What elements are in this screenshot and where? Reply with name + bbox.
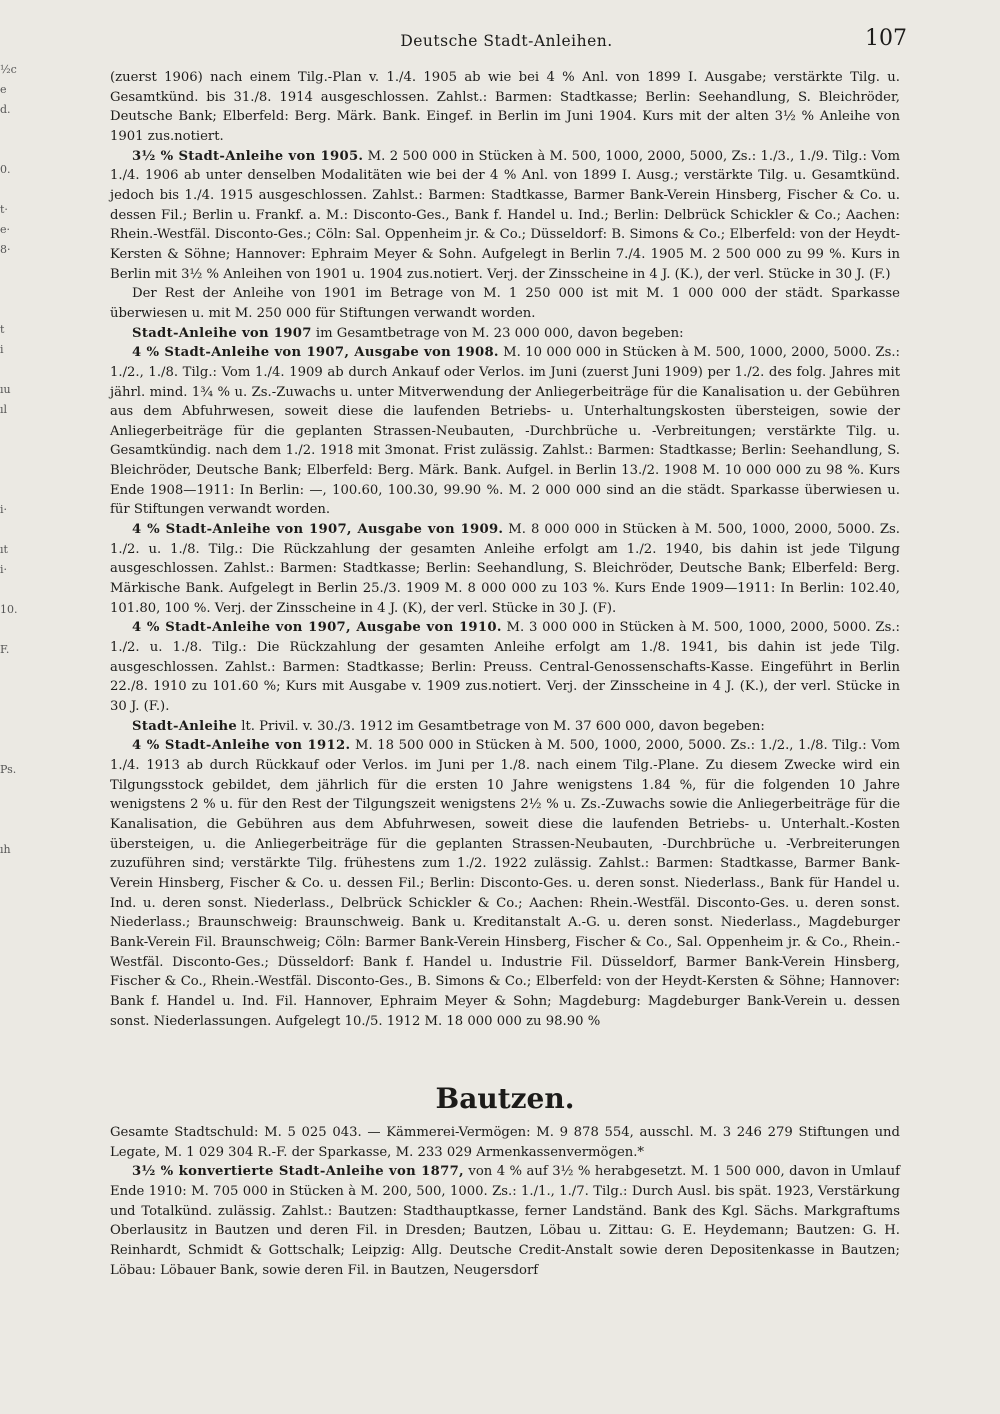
- paragraph: [110, 324, 900, 344]
- paragraph: [110, 343, 900, 520]
- paragraph-text: Gesamte Stadtschuld: M. 5 025 043. — Kämmerei-Vermögen: M. 9 878 554, ausschl. M. 3 246 279 Stiftungen und Legate, M. 1 029 304 R.-F. der Sparkasse, M. 233 029 Armenkassenvermögen.*: [110, 1125, 900, 1160]
- margin-fragment: ıt: [0, 543, 8, 556]
- paragraph: [110, 1123, 900, 1162]
- margin-fragment: [0, 660, 26, 680]
- margin-fragment: [0, 780, 26, 800]
- entry-heading: 4 % Stadt-Anleihe von 1907, Ausgabe von 1908.: [132, 345, 499, 361]
- margin-fragment: i·: [0, 503, 8, 516]
- margin-fragment: [0, 460, 26, 480]
- paragraph: [110, 147, 900, 285]
- margin-fragment: [0, 620, 26, 640]
- paragraph: [110, 717, 900, 737]
- paragraph-text: M. 8 000 000 in Stücken à M. 500, 1000, 2000, 5000. Zs. 1./2. u. 1./8. Tilg.: Die Rückzahlung der gesamten Anleihe erfolgt am 1./2. 1940, bis dahin ist jede Tilgung ausgeschlossen. Zahlst.: Barmen: Stadtkasse; Berlin: Seehandlung, S. Bleichröder, Deutsche Bank; Elberfeld: Berg. Märkische Bank. Aufgelegt in Berlin 25./3. 1909 M. 8 000 000 zu 103 %. Kurs Ende 1909—1911: In Berlin: 102.40, 101.80, 100 %. Verj. der Zinsscheine in 4 J. (K), der verl. Stücke in 30 J. (F).: [110, 522, 901, 616]
- margin-fragment: [0, 440, 26, 460]
- adjacent-page-margin: [0, 60, 26, 1414]
- margin-fragment: 8·: [0, 243, 11, 256]
- margin-fragment: [0, 300, 26, 320]
- margin-fragment: t: [0, 323, 5, 336]
- margin-fragment: i·: [0, 563, 8, 576]
- margin-fragment: Ps.: [0, 763, 17, 776]
- paragraph-text: Der Rest der Anleihe von 1901 im Betrage von M. 1 250 000 ist mit M. 1 000 000 der städt. Sparkasse überwiesen u. mit M. 250 000 für Stiftungen verwandt worden.: [110, 286, 900, 321]
- margin-fragment: d.: [0, 103, 11, 116]
- paragraph: [110, 520, 900, 618]
- margin-fragment: [0, 180, 26, 200]
- margin-fragment: [0, 260, 26, 280]
- margin-fragment: i: [0, 343, 4, 356]
- margin-fragment: [0, 740, 26, 760]
- entry-heading: 3½ % konvertierte Stadt-Anleihe von 1877,: [132, 1164, 464, 1180]
- margin-fragment: ½c: [0, 63, 17, 76]
- margin-fragment: [0, 480, 26, 500]
- running-title: Deutsche Stadt-Anleihen.: [400, 32, 613, 50]
- page-number: 107: [865, 26, 907, 51]
- paragraph-text: lt. Privil. v. 30./3. 1912 im Gesamtbetrage von M. 37 600 000, davon begeben:: [237, 718, 765, 734]
- margin-fragment: F.: [0, 643, 10, 656]
- paragraph-list: [110, 68, 900, 1031]
- margin-fragment: t·: [0, 203, 8, 216]
- margin-fragment: [0, 520, 26, 540]
- margin-fragment: [0, 360, 26, 380]
- entry-heading: Stadt-Anleihe von 1907: [132, 325, 312, 341]
- paragraph-text: von 4 % auf 3½ % herabgesetzt. M. 1 500 000, davon in Umlauf Ende 1910: M. 705 000 in Stücken à M. 200, 500, 1000. Zs.: 1./1., 1./7. Tilg.: Durch Ausl. bis spät. 1923, Verstärkung und Totalkünd. zulässig. Zahlst.: Bautzen: Stadthauptkasse, ferner Landständ. Bank des Kgl. Sächs. Markgraftums Oberlausitz in Bautzen und deren Fil. in Dresden; Bautzen, Löbau u. Zittau: G. E. Heydemann; Bautzen: G. H. Reinhardt, Schmidt & Gottschalk; Leipzig: Allg. Deutsche Credit-Anstalt sowie deren Depositenkasse in Bautzen; Löbau: Löbauer Bank, sowie deren Fil. in Bautzen, Neugersdorf: [110, 1164, 901, 1278]
- document-body: [110, 68, 900, 1280]
- margin-fragment: e: [0, 83, 7, 96]
- margin-fragment: [0, 860, 26, 880]
- margin-fragment: [0, 800, 26, 820]
- entry-heading: 3½ % Stadt-Anleihe von 1905.: [132, 148, 364, 164]
- entry-heading: 4 % Stadt-Anleihe von 1907, Ausgabe von 1909.: [132, 522, 504, 538]
- section-paragraph-list: [110, 1123, 900, 1280]
- margin-fragment: ıh: [0, 843, 11, 856]
- margin-fragment: [0, 280, 26, 300]
- paragraph-text: M. 10 000 000 in Stücken à M. 500, 1000, 2000, 5000. Zs.: 1./2., 1./8. Tilg.: Vom 1./4. 1909 ab durch Ankauf oder Verlos. im Juni (zuerst Juni 1909) per 1./2. des folg. Jahres mit jährl. mind. 1¾ % u. Zs.-Zuwachs u. unter Mitverwendung der Anliegerbeiträge für die Kanalisation u. der Gebühren aus dem Abfuhrwesen, soweit diese die laufenden Betriebs- u. Unterhaltungskosten übersteigen, sowie der Anliegerbeiträge für die geplanten Strassen-Neubauten, -Durchbrüche u. -Verbreitungen; verstärkte Tilg. u. Gesamtkündig. nach dem 1./2. 1918 mit 3monat. Frist zulässig. Zahlst.: Barmen: Stadtkasse; Berlin: Seehandlung, S. Bleichröder, Deutsche Bank; Elberfeld: Berg. Märk. Bank. Aufgel. in Berlin 13./2. 1908 M. 10 000 000 zu 98 %. Kurs Ende 1908—1911: In Berlin: —, 100.60, 100.30, 99.90 %. M. 2 000 000 sind an die städt. Sparkasse überwiesen u. für Stiftungen verwandt worden.: [110, 345, 900, 518]
- section-heading: Bautzen.: [435, 1082, 575, 1116]
- margin-fragment: [0, 420, 26, 440]
- margin-fragment: [0, 580, 26, 600]
- margin-fragment: [0, 720, 26, 740]
- paragraph-text: M. 3 000 000 in Stücken à M. 500, 1000, 2000, 5000. Zs.: 1./2. u. 1./8. Tilg.: Die Rückzahlung der gesamten Anleihe erfolgt am 1./8. 1941, bis dahin ist jede Tilg. ausgeschlossen. Zahlst.: Barmen: Stadtkasse; Berlin: Preuss. Central-Genossenschafts-Kasse. Eingeführt in Berlin 22./8. 1910 zu 101.60 %; Kurs mit Ausgabe v. 1909 zus.notiert. Verj. der Zinsscheine in 4 J. (K.), der verl. Stücke in 30 J. (F.).: [110, 620, 900, 714]
- margin-fragment: [0, 820, 26, 840]
- margin-fragment: ıu: [0, 383, 11, 396]
- paragraph: [110, 68, 900, 147]
- margin-fragment: [0, 880, 26, 900]
- paragraph-text: M. 18 500 000 in Stücken à M. 500, 1000, 2000, 5000. Zs.: 1./2., 1./8. Tilg.: Vom 1./4. 1913 ab durch Rückkauf oder Verlos. im Juni per 1./8. nach einem Tilg.-Plane. Zu diesem Zwecke wird ein Tilgungsstock gebildet, dem jährlich für die ersten 10 Jahre wenigstens 1.84 %, für die folgenden 10 Jahre wenigstens 2 % u. für den Rest der Tilgungszeit wenigstens 2½ % u. Zs.-Zuwachs sowie die Anliegerbeiträge für die Kanalisation, die Gebühren aus dem Abfuhrwesen, soweit diese die laufenden Betriebs- u. Unterhalt.-Kosten übersteigen, u. die Anliegerbeiträge für die geplanten Strassen-Neubauten, -Durchbrüche u. -Verbreiterungen zuzuführen sind; verstärkte Tilg. frühestens zum 1./2. 1922 zulässig. Zahlst.: Barmen: Stadtkasse, Barmer Bank-Verein Hinsberg, Fischer & Co. u. dessen Fil.; Berlin: Disconto-Ges. u. deren sonst. Niederlass., Bank für Handel u. Ind. u. deren sonst. Niederlass., Delbrück Schickler & Co.; Aachen: Rhein.-Westfäl. Disconto-Ges. u. deren sonst. Niederlass.; Braunschweig: Braunschweig. Bank u. Kreditanstalt A.-G. u. deren sonst. Niederlass., Magdeburger Bank-Verein Fil. Braunschweig; Cöln: Barmer Bank-Verein Hinsberg, Fischer & Co., Sal. Oppenheim jr. & Co., Rhein.-Westfäl. Disconto-Ges.; Düsseldorf: Bank f. Handel u. Industrie Fil. Düsseldorf, Barmer Bank-Verein Hinsberg, Fischer & Co., Rhein.-Westfäl. Disconto-Ges., B. Simons & Co.; Elberfeld: von der Heydt-Kersten & Söhne; Hannover: Bank f. Handel u. Ind. Fil. Hannover, Ephraim Meyer & Sohn; Magdeburg: Magdeburger Bank-Verein u. dessen sonst. Niederlassungen. Aufgelegt 10./5. 1912 M. 18 000 000 zu 98.90 %: [110, 738, 901, 1029]
- running-head: [108, 26, 905, 56]
- margin-fragment: e·: [0, 223, 11, 236]
- entry-heading: 4 % Stadt-Anleihe von 1907, Ausgabe von 1910.: [132, 620, 502, 636]
- margin-fragment: ıl: [0, 403, 8, 416]
- paragraph: [110, 1162, 900, 1280]
- margin-fragment: [0, 120, 26, 140]
- entry-heading: 4 % Stadt-Anleihe von 1912.: [132, 738, 351, 754]
- paragraph-text: (zuerst 1906) nach einem Tilg.-Plan v. 1./4. 1905 ab wie bei 4 % Anl. von 1899 I. Ausgabe; verstärkte Tilg. u. Gesamtkünd. bis 31./8. 1914 ausgeschlossen. Zahlst.: Barmen: Stadtkasse; Berlin: Seehandlung, S. Bleichröder, Deutsche Bank; Elberfeld: Berg. Märk. Bank. Eingef. in Berlin im Juni 1904. Kurs mit der alten 3½ % Anleihe von 1901 zus.notiert.: [110, 70, 900, 144]
- paragraph-text: im Gesamtbetrage von M. 23 000 000, davon begeben:: [311, 325, 684, 341]
- margin-fragment: 10.: [0, 603, 18, 616]
- margin-fragment: [0, 140, 26, 160]
- paragraph-text: M. 2 500 000 in Stücken à M. 500, 1000, 2000, 5000, Zs.: 1./3., 1./9. Tilg.: Vom 1./4. 1906 ab unter denselben Modalitäten wie bei der 4 % Anl. von 1899 I. Ausg.; verstärkte Tilg. u. Gesamtkünd. jedoch bis 1./4. 1915 ausgeschlossen. Zahlst.: Barmen: Stadtkasse, Barmer Bank-Verein Hinsberg, Fischer & Co. u. dessen Fil.; Berlin u. Frankf. a. M.: Disconto-Ges., Bank f. Handel u. Ind.; Berlin: Delbrück Schickler & Co.; Aachen: Rhein.-Westfäl. Disconto-Ges.; Cöln: Sal. Oppenheim jr. & Co.; Düsseldorf: B. Simons & Co.; Elberfeld: von der Heydt-Kersten & Söhne; Hannover: Ephraim Meyer & Sohn. Aufgelegt in Berlin 7./4. 1905 M. 2 500 000 zu 99 %. Kurs in Berlin mit 3½ % Anleihen von 1901 u. 1904 zus.notiert. Verj. der Zinsscheine in 4 J. (K.), der verl. Stücke in 30 J. (F.): [110, 148, 900, 282]
- margin-fragment: [0, 680, 26, 700]
- margin-fragment: 0.: [0, 163, 11, 176]
- margin-fragment: [0, 700, 26, 720]
- paragraph: [110, 618, 900, 716]
- paragraph: [110, 736, 900, 1031]
- entry-heading: Stadt-Anleihe: [132, 718, 238, 734]
- paragraph: [110, 284, 900, 323]
